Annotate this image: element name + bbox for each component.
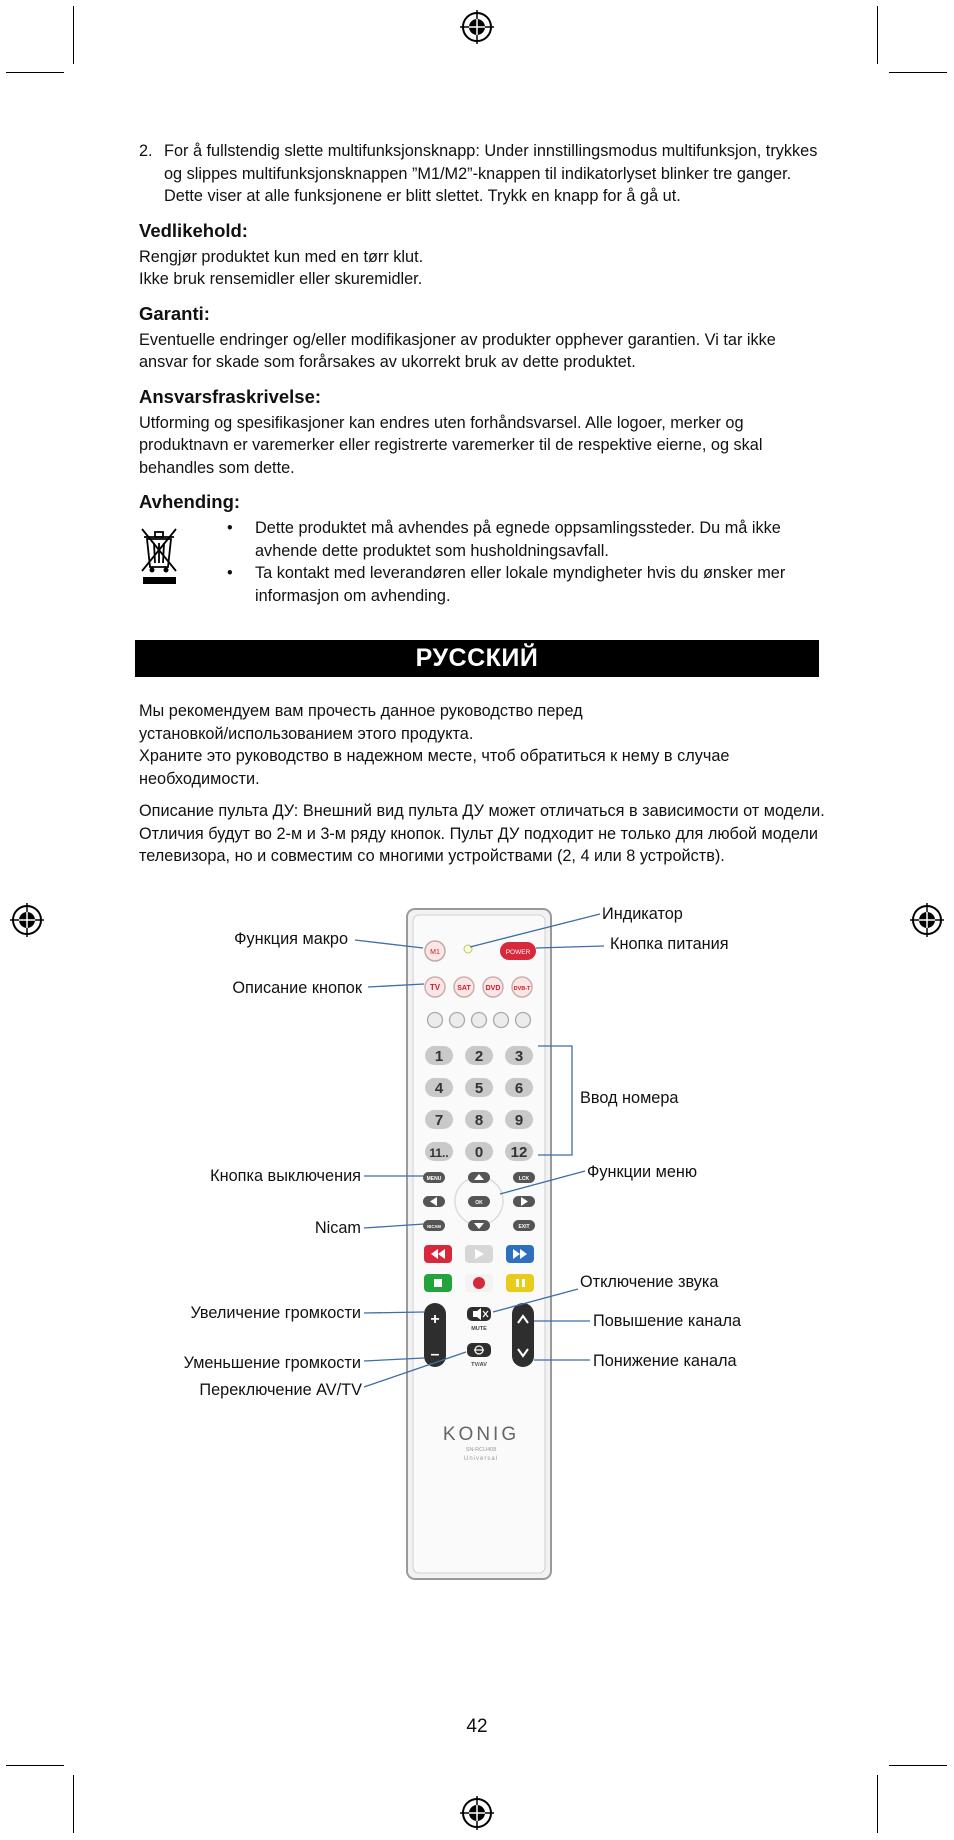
digit-label: 11.. [429,1146,449,1160]
registration-mark-icon [460,10,494,44]
function-button [472,1013,487,1028]
crop-mark [73,6,74,64]
digit-label: 7 [434,1112,444,1129]
crop-mark [73,1775,74,1833]
disposal-block [139,517,819,607]
dvd-label: DVD [485,985,501,992]
crop-mark [889,72,947,73]
power-label: POWER [505,949,531,956]
m1-label: M1 [430,949,440,956]
label-volume-up: Увеличение громкости [190,1304,361,1322]
digit-label: 5 [474,1080,484,1097]
section-banner: РУССКИЙ [135,640,819,677]
list-item [139,140,819,208]
tv-label: TV [429,983,441,992]
remote-figure [0,900,954,1590]
label-macro: Функция макро [234,930,348,948]
pause-icon [516,1279,519,1287]
function-button [494,1013,509,1028]
label-indicator: Индикатор [602,905,683,923]
intro-paragraph [139,700,829,790]
remote-description: Описание пульта ДУ: Внешний вид пульта ДУ может отличаться в зависимости от модели. Отличия будут во 2-м и 3-м ряду кнопок. Пульт ДУ подходит не только для любой модели телевизора, но и совместим со многими устройствами (2, 4 или 8 устройств). [139,802,825,865]
crop-mark [6,1765,64,1766]
model-label: SN-RCU408 [465,1447,497,1453]
intro-line: необходимости. [139,769,260,788]
lock-label: LCK [518,1176,530,1182]
mute-caption: MUTE [471,1326,487,1332]
page-number: 42 [466,1716,488,1737]
record-icon [473,1277,485,1289]
intro-line: установкой/использованием этого продукта. [139,724,474,743]
norwegian-section [139,140,819,607]
registration-mark-icon [460,1796,494,1830]
list-text: For å fullstendig slette multifunksjonsknapp: Under innstillingsmodus multifunksjon, trykkes og slippes multifunksjonsknappen ”M1/M2”-knappen til indikatorlyset blinker tre ganger. Dette viser at alle funksjonene er blitt slettet. Trykk en knapp for å gå ut. [164,142,818,205]
label-power: Кнопка питания [610,935,729,953]
pause-button [506,1274,534,1292]
disclaimer-heading: Ansvarsfraskrivelse: [139,385,322,407]
label-number-input: Ввод номера [580,1089,679,1107]
maintenance-heading: Vedlikehold: [139,219,248,241]
volume-plus-icon: + [430,1311,440,1328]
universal-label: Universal [463,1456,499,1462]
intro-line: Храните это руководство в надежном месте, чтоб обратиться к нему в случае [139,747,730,765]
disposal-heading: Avhending: [139,491,241,512]
digit-label: 2 [474,1048,484,1065]
ok-label: OK [475,1200,483,1206]
list-item: • Ta kontakt med leverandøren eller lokale myndigheter hvis du ønsker mer informasjon om avhending. [255,562,819,607]
digit-label: 9 [514,1112,524,1129]
nicam-btn-label: NICAM [427,1224,441,1229]
crop-mark [6,72,64,73]
label-volume-down: Уменьшение громкости [183,1354,361,1372]
crop-mark [877,6,878,64]
maintenance-line: Rengjør produktet kun med en tørr klut. [139,247,424,266]
function-button [428,1013,443,1028]
intro-line: Мы рекомендуем вам прочесть данное руководство перед [139,702,583,720]
list-item: • Dette produktet må avhendes på egnede oppsamlingssteder. Du må ikke avhende dette produktet som husholdningsavfall. [255,517,819,562]
crop-mark [877,1775,878,1833]
function-button [450,1013,465,1028]
label-channel-up: Повышение канала [593,1312,742,1330]
sat-label: SAT [457,985,471,992]
label-key-desc: Описание кнопок [232,979,362,997]
label-menu-functions: Функции меню [587,1163,698,1181]
digit-label: 1 [434,1048,444,1065]
remote-illustration [0,900,954,1590]
stop-icon [434,1279,442,1287]
exit-label: EXIT [518,1224,530,1230]
maintenance-line: Ikke bruk rensemidler eller skuremidler. [139,270,423,288]
crop-mark [889,1765,947,1766]
dvb-label: DVB-T [513,986,531,992]
warranty-text: Eventuelle endringer og/eller modifikasjoner av produkter opphever garantien. Vi tar ikke ansvar for skade som forårsakes av ukorrekt bruk av dette produktet. [139,330,776,371]
digit-label: 6 [514,1080,524,1097]
navigation-cluster [423,1172,535,1231]
crossed-bin-icon [139,517,179,607]
volume-minus-icon: – [430,1346,440,1363]
label-off-button: Кнопка выключения [210,1167,361,1185]
disposal-list [179,517,819,607]
digit-label: 0 [474,1144,484,1161]
tvav-caption: TV/AV [471,1362,487,1368]
digit-label: 8 [474,1112,484,1129]
warranty-heading: Garanti: [139,302,210,324]
function-button [516,1013,531,1028]
label-av-tv: Переключение AV/TV [199,1381,362,1399]
brand-logo: KONIG [442,1424,520,1445]
label-nicam: Nicam [314,1219,361,1237]
digit-label: 3 [514,1048,524,1065]
digit-label: 12 [510,1144,528,1161]
menu-label: MENU [426,1176,442,1182]
list-number: 2. [139,142,153,160]
label-mute: Отключение звука [580,1273,719,1291]
label-channel-down: Понижение канала [593,1352,737,1370]
disclaimer-text: Utforming og spesifikasjoner kan endres uten forhåndsvarsel. Alle logoer, merker og produktnavn er varemerker eller registrerte varemerker til de respektive eierne, og skal behandles som dette. [139,413,763,477]
digit-label: 4 [434,1080,444,1097]
russian-section [139,700,829,868]
